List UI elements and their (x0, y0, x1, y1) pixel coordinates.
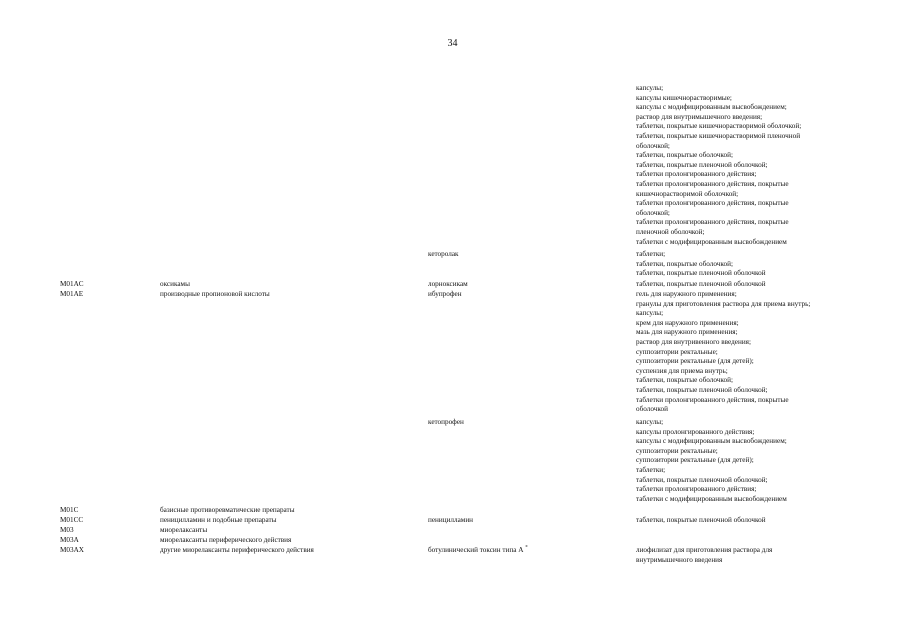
atc-code: M01AE (60, 290, 84, 298)
dosage-form-line: таблетки, покрытые кишечнорастворимой оболочкой; (636, 122, 802, 131)
dosage-form-line: таблетки, покрытые пленочной оболочкой (636, 269, 766, 278)
atc-code: M01AC (60, 280, 84, 288)
dosage-form-line: таблетки, покрытые пленочной оболочкой; (636, 475, 768, 484)
dosage-form-line: оболочкой (636, 405, 668, 414)
drug-name (428, 546, 528, 556)
dosage-form-line: лиофилизат для приготовления раствора для (636, 546, 773, 554)
atc-group: пеницилламин и подобные препараты (160, 516, 277, 524)
dosage-form-line: раствор для внутривенного введения; (636, 337, 751, 346)
dosage-form-line: таблетки пролонгированного действия, покрытые (636, 218, 789, 227)
drug-name: пеницилламин (428, 516, 474, 524)
dosage-form-line: оболочкой; (636, 208, 670, 217)
dosage-form-line: внутримышечного введения (636, 555, 723, 564)
dosage-form-line: капсулы с модифицированным высвобождением; (636, 103, 787, 112)
dosage-form-line: таблетки, покрытые оболочкой; (636, 259, 733, 268)
dosage-form-line: суппозитории ректальные; (636, 446, 718, 455)
dosage-form-line: крем для наружного применения; (636, 318, 739, 327)
dosage-form-line: таблетки, покрытые пленочной оболочкой (636, 516, 766, 524)
dosage-form-line: суспензия для приема внутрь; (636, 366, 728, 375)
dosage-form-line: таблетки пролонгированного действия, покрытые (636, 199, 789, 208)
dosage-form-line: суппозитории ректальные; (636, 347, 718, 356)
dosage-form-line: таблетки пролонгированного действия; (636, 170, 757, 179)
dosage-form-line: таблетки, покрытые кишечнорастворимой пленочной (636, 131, 801, 140)
drug-name-text: ботулинический токсин типа А (428, 546, 524, 554)
dosage-form-line: капсулы с модифицированным высвобождением; (636, 437, 787, 446)
dosage-form-line: капсулы; (636, 84, 664, 92)
dosage-form-line: таблетки пролонгированного действия, покрытые (636, 179, 789, 188)
atc-group: другие миорелаксанты периферического действия (160, 546, 314, 554)
dosage-form-line: таблетки, покрытые оболочкой; (636, 376, 733, 385)
dosage-forms-continued (636, 84, 801, 247)
drug-name: ибупрофен (428, 290, 462, 298)
dosage-form-line: капсулы; (636, 418, 664, 426)
dosage-form-line: таблетки; (636, 465, 666, 474)
dosage-form-line: мазь для наружного применения; (636, 328, 738, 337)
dosage-form-line: таблетки пролонгированного действия, покрытые (636, 395, 789, 404)
dosage-forms (636, 516, 766, 526)
footnote-marker: * (525, 545, 528, 551)
dosage-form-line: оболочкой; (636, 141, 670, 150)
dosage-form-line: таблетки, покрытые пленочной оболочкой (636, 280, 766, 288)
dosage-forms (636, 546, 772, 565)
atc-group: оксикамы (160, 280, 190, 288)
atc-group: миорелаксанты периферического действия (160, 536, 292, 544)
atc-code: M03AX (60, 546, 84, 554)
atc-code: M01CC (60, 516, 84, 524)
dosage-form-line: суппозитории ректальные (для детей); (636, 456, 754, 465)
dosage-form-line: суппозитории ректальные (для детей); (636, 357, 754, 366)
dosage-form-line: капсулы; (636, 309, 664, 318)
dosage-form-line: капсулы кишечнорастворимые; (636, 93, 732, 102)
atc-group: базисные противоревматические препараты (160, 506, 295, 514)
dosage-form-line: гель для наружного применения; (636, 290, 737, 298)
dosage-form-line: таблетки, покрытые оболочкой; (636, 151, 733, 160)
atc-code: M01C (60, 506, 79, 514)
atc-group: миорелаксанты (160, 526, 208, 534)
page-number: 34 (447, 38, 458, 49)
dosage-form-line: гранулы для приготовления раствора для приема внутрь; (636, 299, 811, 308)
dosage-forms (636, 280, 766, 290)
dosage-form-line: пленочной оболочкой; (636, 227, 705, 236)
dosage-form-line: таблетки; (636, 250, 666, 258)
dosage-form-line: таблетки, покрытые пленочной оболочкой; (636, 160, 768, 169)
dosage-forms (636, 250, 766, 279)
drug-name: лорноксикам (428, 280, 468, 288)
dosage-form-line: таблетки с модифицированным высвобождением (636, 237, 787, 246)
drug-name: кеторолак (428, 250, 459, 258)
dosage-forms (636, 418, 787, 504)
atc-code: M03A (60, 536, 79, 544)
dosage-forms (636, 290, 810, 415)
dosage-form-line: капсулы пролонгированного действия; (636, 427, 755, 436)
dosage-form-line: раствор для внутримышечного введения; (636, 112, 763, 121)
atc-group: производные пропионовой кислоты (160, 290, 270, 298)
dosage-form-line: кишечнорастворимой оболочкой; (636, 189, 739, 198)
drug-name: кетопрофен (428, 418, 464, 426)
dosage-form-line: таблетки пролонгированного действия; (636, 485, 757, 494)
atc-code: M03 (60, 526, 74, 534)
dosage-form-line: таблетки, покрытые пленочной оболочкой; (636, 385, 768, 394)
dosage-form-line: таблетки с модифицированным высвобождением (636, 494, 787, 503)
